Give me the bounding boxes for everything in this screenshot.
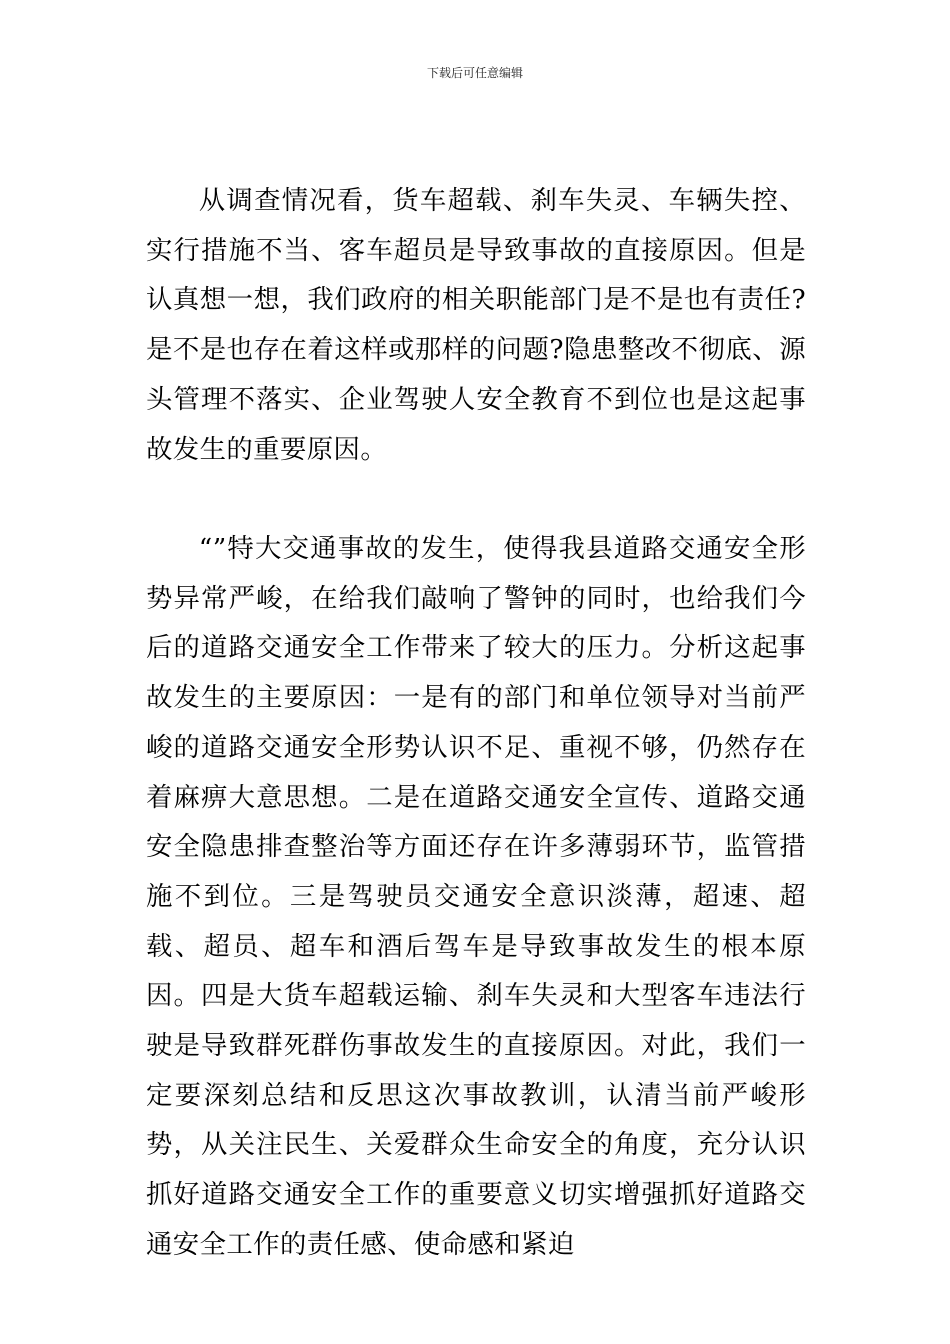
body-section-1 (146, 176, 806, 474)
page-header: 下载后可任意编辑 (426, 66, 523, 80)
paragraph-2: “”特大交通事故的发生，使得我县道路交通安全形势异常严峻，在给我们敲响了警钟的同时，也给我们今后的道路交通安全工作带来了较大的压力。分析这起事故发生的主要原因：一是有的部门和单位领导对当前严峻的道路交通安全形势认识不足、重视不够，仍然存在着麻痹大意思想。二是在道路交通安全宣传、道路交通安全隐患排查整治等方面还存在许多薄弱环节，监管措施不到位。三是驾驶员交通安全意识淡薄，超速、超载、超员、超车和酒后驾车是导致事故发生的根本原因。四是大货车超载运输、刹车失灵和大型客车违法行驶是导致群死群伤事故发生的直接原因。对此，我们一定要深刻总结和反思这次事故教训，认清当前严峻形势，从关注民生、关爱群众生命安全的角度，充分认识抓好道路交通安全工作的重要意义切实增强抓好道路交通安全工作的责任感、使命感和紧迫 (146, 533, 806, 1260)
body-section-2 (146, 524, 806, 1270)
paragraph-1: 从调查情况看，货车超载、刹车失灵、车辆失控、实行措施不当、客车超员是导致事故的直接原因。但是认真想一想，我们政府的相关职能部门是不是也有责任?是不是也存在着这样或那样的问题?隐患整改不彻底、源头管理不落实、企业驾驶人安全教育不到位也是这起事故发生的重要原因。 (146, 185, 806, 465)
